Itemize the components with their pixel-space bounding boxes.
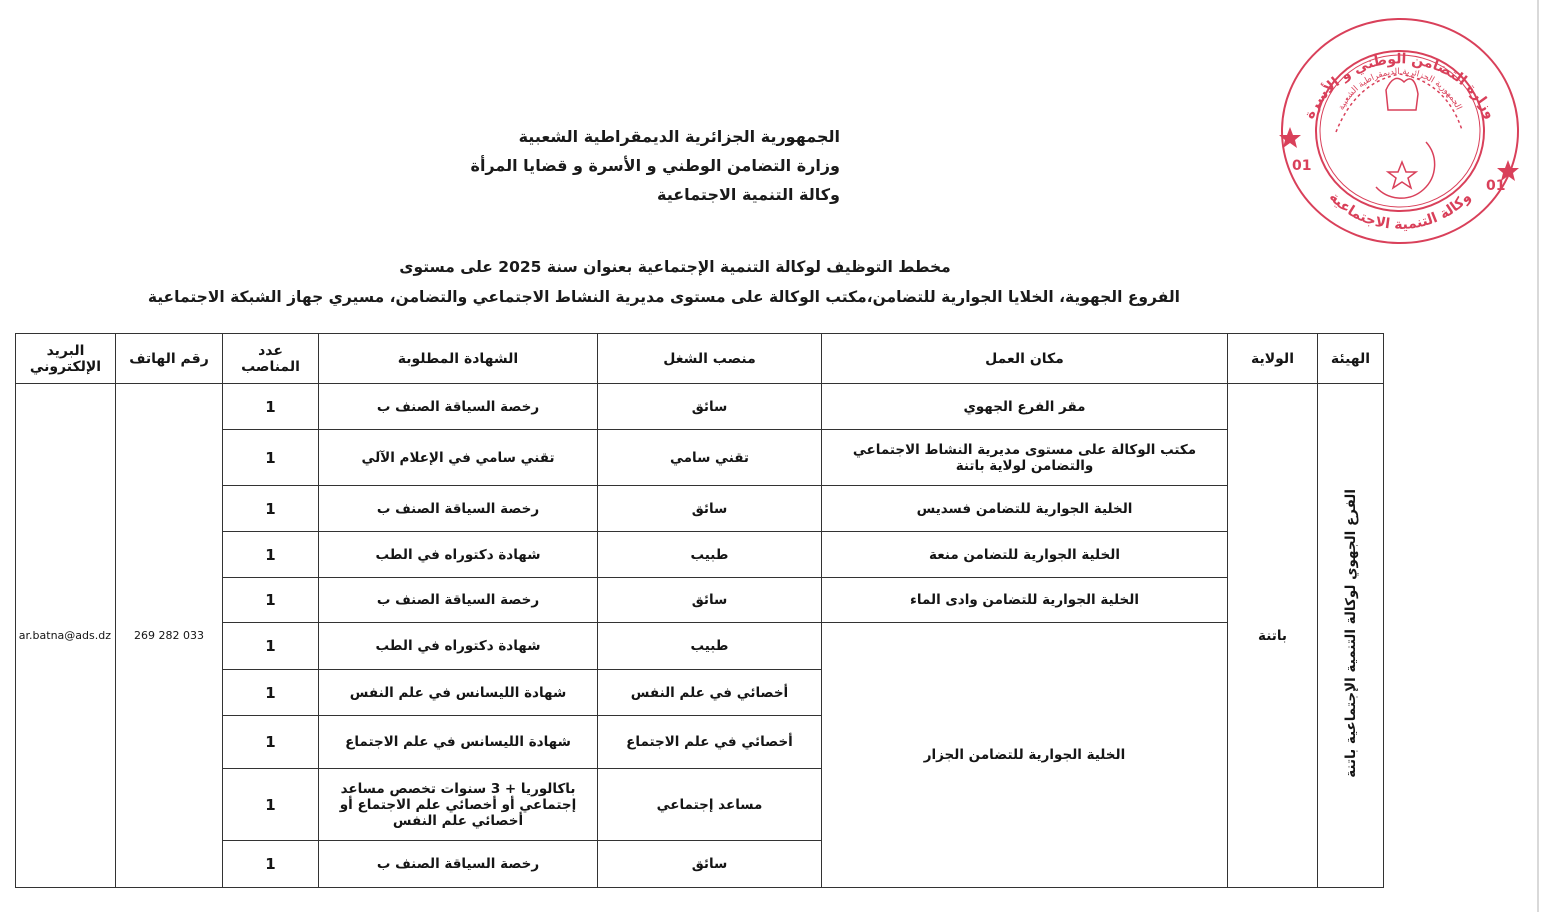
count-cell: 1 <box>223 532 319 577</box>
position-cell: تقني سامي <box>598 430 822 486</box>
phone-cell: 033 282 269 <box>116 384 223 888</box>
seal-code-right: 01 <box>1486 178 1506 194</box>
header-email: البريد الإلكتروني <box>16 334 116 384</box>
body-cell <box>1318 384 1384 888</box>
workplace-cell: الخلية الجوارية للتضامن الجزار <box>822 623 1228 888</box>
header-count: عدد المناصب <box>223 334 319 384</box>
certificate-cell: تقني سامي في الإعلام الآلي <box>319 430 598 486</box>
certificate-cell: شهادة الليسانس في علم النفس <box>319 669 598 715</box>
position-cell: أخصائي في علم النفس <box>598 669 822 715</box>
workplace-cell: الخلية الجوارية للتضامن فسديس <box>822 486 1228 532</box>
body-value: الفرع الجهوي لوكالة التنمية الإجتماعية باتنة <box>1342 489 1359 778</box>
certificate-cell: باكالوريا + 3 سنوات تخصص مساعد إجتماعي أو أخصائي علم الاجتماع أو أخصائي علم النفس <box>319 768 598 841</box>
certificate-cell: شهادة دكتوراه في الطب <box>319 623 598 669</box>
header-position: منصب الشغل <box>598 334 822 384</box>
workplace-cell: الخلية الجوارية للتضامن منعة <box>822 532 1228 577</box>
header-wilaya: الولاية <box>1228 334 1318 384</box>
letterhead <box>420 122 840 209</box>
header-workplace: مكان العمل <box>822 334 1228 384</box>
count-cell: 1 <box>223 768 319 841</box>
certificate-cell: رخصة السياقة الصنف ب <box>319 577 598 622</box>
certificate-cell: شهادة الليسانس في علم الاجتماع <box>319 716 598 769</box>
document-title <box>147 252 1180 312</box>
seal-inner-text: الجمهورية الجزائرية الديمقراطية الشعبية <box>1336 66 1464 112</box>
count-cell: 1 <box>223 716 319 769</box>
position-cell: سائق <box>598 577 822 622</box>
certificate-cell: رخصة السياقة الصنف ب <box>319 841 598 888</box>
page-edge-rule <box>1537 0 1539 912</box>
ministry-name: وزارة التضامن الوطني و الأسرة و قضايا المرأة <box>470 156 840 175</box>
count-cell: 1 <box>223 841 319 888</box>
position-cell: سائق <box>598 841 822 888</box>
header-body: الهيئة <box>1318 334 1384 384</box>
official-seal <box>1276 12 1524 250</box>
position-cell: أخصائي في علم الاجتماع <box>598 716 822 769</box>
title-line-1: مخطط التوظيف لوكالة التنمية الإجتماعية بعنوان سنة 2025 على مستوى <box>399 258 951 276</box>
count-cell: 1 <box>223 623 319 669</box>
wilaya-cell: باتنة <box>1228 384 1318 888</box>
email-cell: ar.batna@ads.dz <box>16 384 116 888</box>
header-phone: رقم الهاتف <box>116 334 223 384</box>
workplace-cell: مقر الفرع الجهوي <box>822 384 1228 430</box>
workplace-cell: الخلية الجوارية للتضامن وادى الماء <box>822 577 1228 622</box>
count-cell: 1 <box>223 577 319 622</box>
recruitment-table <box>15 333 1384 888</box>
table-header-row <box>16 334 1384 384</box>
seal-bottom-text: وكالة التنمية الاجتماعية <box>1325 189 1475 233</box>
certificate-cell: رخصة السياقة الصنف ب <box>319 486 598 532</box>
count-cell: 1 <box>223 384 319 430</box>
position-cell: سائق <box>598 384 822 430</box>
svg-text:وزارة التضامن الوطني و الأسرة <box>1302 51 1499 121</box>
workplace-cell: مكتب الوكالة على مستوى مديرية النشاط الاجتماعي والتضامن لولاية باتنة <box>822 430 1228 486</box>
count-cell: 1 <box>223 669 319 715</box>
title-line-2: الفروع الجهوية، الخلايا الجوارية للتضامن،مكتب الوكالة على مستوى مديرية النشاط الاجتماعي والتضامن، مسيري جهاز الشبكة الاجتماعية <box>147 288 1180 306</box>
position-cell: سائق <box>598 486 822 532</box>
position-cell: طبيب <box>598 623 822 669</box>
count-cell: 1 <box>223 430 319 486</box>
position-cell: مساعد إجتماعي <box>598 768 822 841</box>
header-certificate: الشهادة المطلوبة <box>319 334 598 384</box>
count-cell: 1 <box>223 486 319 532</box>
certificate-cell: شهادة دكتوراه في الطب <box>319 532 598 577</box>
table-row <box>16 384 1384 430</box>
position-cell: طبيب <box>598 532 822 577</box>
republic-name: الجمهورية الجزائرية الديمقراطية الشعبية <box>518 127 840 146</box>
certificate-cell: رخصة السياقة الصنف ب <box>319 384 598 430</box>
agency-name: وكالة التنمية الاجتماعية <box>657 185 840 204</box>
seal-outer-text: وزارة التضامن الوطني و الأسرة <box>1301 51 1499 122</box>
seal-code-left: 01 <box>1292 158 1312 174</box>
